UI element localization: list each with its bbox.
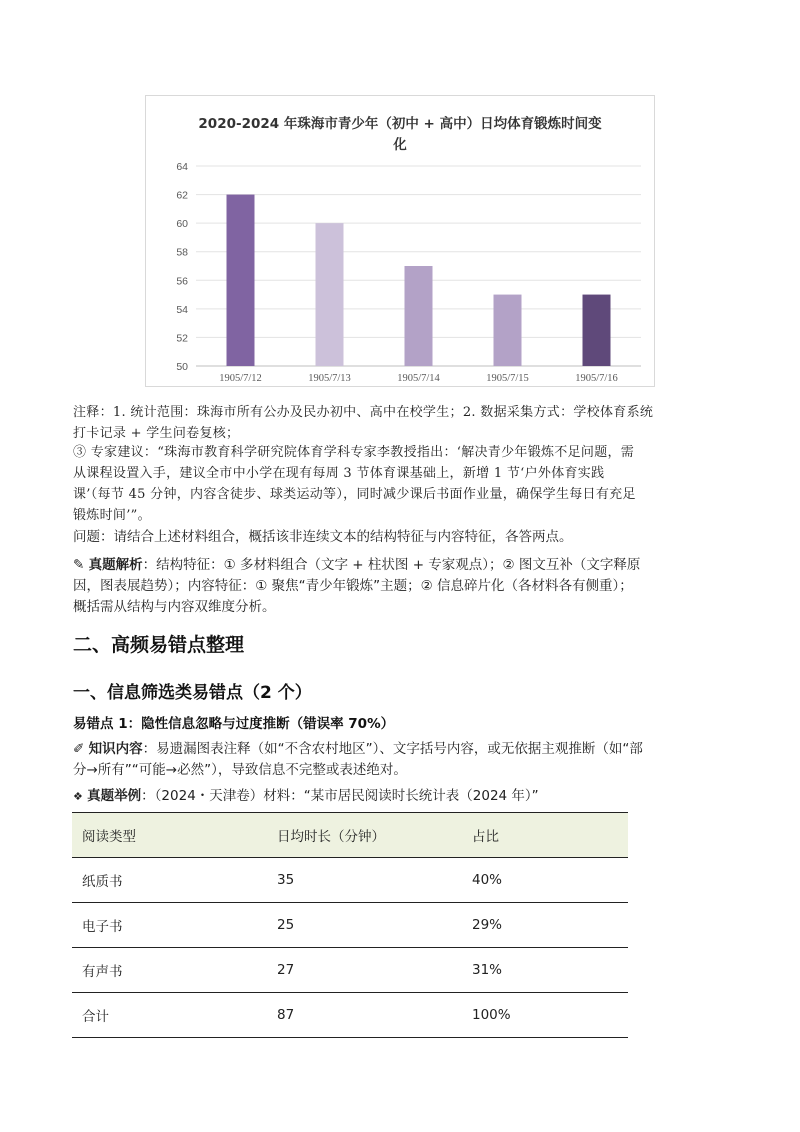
table-cell: 电子书 xyxy=(72,903,267,948)
knowledge-label: 知识内容 xyxy=(88,741,143,757)
knowledge-line-2: 分→所有”“可能→必然”），导致信息不完整或表述绝对。 xyxy=(73,762,407,778)
table-header-cell: 阅读类型 xyxy=(72,813,267,858)
analysis-line-3: 概括需从结构与内容双维度分析。 xyxy=(73,599,276,615)
y-tick-label: 58 xyxy=(176,246,188,259)
table-cell: 合计 xyxy=(72,993,267,1038)
y-tick-label: 52 xyxy=(176,332,188,345)
bar xyxy=(405,266,433,366)
table-header-cell: 日均时长（分钟） xyxy=(267,813,462,858)
reading-time-table xyxy=(72,812,628,1038)
y-tick-label: 50 xyxy=(176,361,188,373)
pen-icon: ✐ xyxy=(73,741,85,757)
table-cell: 25 xyxy=(267,903,462,948)
table-cell: 40% xyxy=(462,858,628,903)
notes-line-3: ③ 专家建议：“珠海市教育科学研究院体育学科专家李教授指出：‘解决青少年锻炼不足问题，需 xyxy=(73,445,635,460)
section-heading-2: 二、高频易错点整理 xyxy=(73,634,245,656)
table-header-row xyxy=(72,813,628,858)
table-cell: 100% xyxy=(462,993,628,1038)
bar xyxy=(583,295,611,366)
notes-line-5: 课’（每节 45 分钟，内容含徒步、球类运动等），同时减少课后书面作业量，确保学生每日有充足 xyxy=(73,487,636,502)
analysis-line-2: 因，图表展趋势）；内容特征：① 聚焦“青少年锻炼”主题；② 信息碎片化（各材料各有侧重）； xyxy=(73,578,633,594)
bar xyxy=(316,223,344,366)
table-row xyxy=(72,948,628,993)
section-heading-a: 一、信息筛选类易错点（2 个） xyxy=(73,683,312,703)
bar-chart xyxy=(145,95,655,387)
chart-title-line-2: 化 xyxy=(393,137,407,153)
x-tick-label: 1905/7/13 xyxy=(308,373,351,384)
table-row xyxy=(72,858,628,903)
analysis-line-1 xyxy=(73,555,733,576)
example-line xyxy=(73,786,733,807)
table-cell: 纸质书 xyxy=(72,858,267,903)
table-cell: 有声书 xyxy=(72,948,267,993)
table-cell: 31% xyxy=(462,948,628,993)
bar xyxy=(227,195,255,366)
table-row xyxy=(72,993,628,1038)
y-tick-label: 54 xyxy=(176,303,188,316)
example-label: 真题举例 xyxy=(87,788,142,804)
table-cell: 35 xyxy=(267,858,462,903)
x-tick-label: 1905/7/15 xyxy=(486,373,529,384)
x-tick-label: 1905/7/14 xyxy=(397,373,440,384)
table-cell: 29% xyxy=(462,903,628,948)
y-tick-label: 62 xyxy=(176,189,188,202)
analysis-label: 真题解析 xyxy=(88,557,143,573)
notes-line-2: 打卡记录 + 学生问卷复核； xyxy=(73,426,240,441)
notes-line-6: 锻炼时间’”。 xyxy=(73,508,151,523)
analysis-text-1: ：结构特征：① 多材料组合（文字 + 柱状图 + 专家观点）；② 图文互补（文字释原 xyxy=(142,557,641,573)
table-cell: 87 xyxy=(267,993,462,1038)
knowledge-line-1 xyxy=(73,739,733,760)
question-text: 问题：请结合上述材料组合，概括该非连续文本的结构特征与内容特征，各答两点。 xyxy=(73,529,573,545)
example-text: ：（2024・天津卷）材料：“某市居民阅读时长统计表（2024 年）” xyxy=(141,788,539,804)
notes-line-4: 从课程设置入手，建议全市中小学在现有每周 3 节体育课基础上，新增 1 节‘户外体育实践 xyxy=(73,466,605,481)
chart-title-line-1: 2020-2024 年珠海市青少年（初中 + 高中）日均体育锻炼时间变 xyxy=(198,116,602,132)
notes-line-1: 注释：1. 统计范围：珠海市所有公办及民办初中、高中在校学生；2. 数据采集方式：学校体育系统 xyxy=(73,405,654,420)
bar xyxy=(494,295,522,366)
table-header-cell: 占比 xyxy=(462,813,628,858)
pencil-icon: ✎ xyxy=(73,557,85,573)
table-row xyxy=(72,903,628,948)
y-tick-label: 60 xyxy=(176,218,188,231)
diamond-icon: ❖ xyxy=(73,790,83,803)
table-cell: 27 xyxy=(267,948,462,993)
y-tick-label: 56 xyxy=(176,275,188,288)
error-point-heading: 易错点 1：隐性信息忽略与过度推断（错误率 70%） xyxy=(73,716,395,732)
x-tick-label: 1905/7/12 xyxy=(219,373,262,384)
x-tick-label: 1905/7/16 xyxy=(575,373,618,384)
knowledge-text-1: ：易遗漏图表注释（如“不含农村地区”）、文字括号内容，或无依据主观推断（如“部 xyxy=(142,741,643,757)
chart-plot xyxy=(146,96,656,388)
y-tick-label: 64 xyxy=(176,161,188,173)
